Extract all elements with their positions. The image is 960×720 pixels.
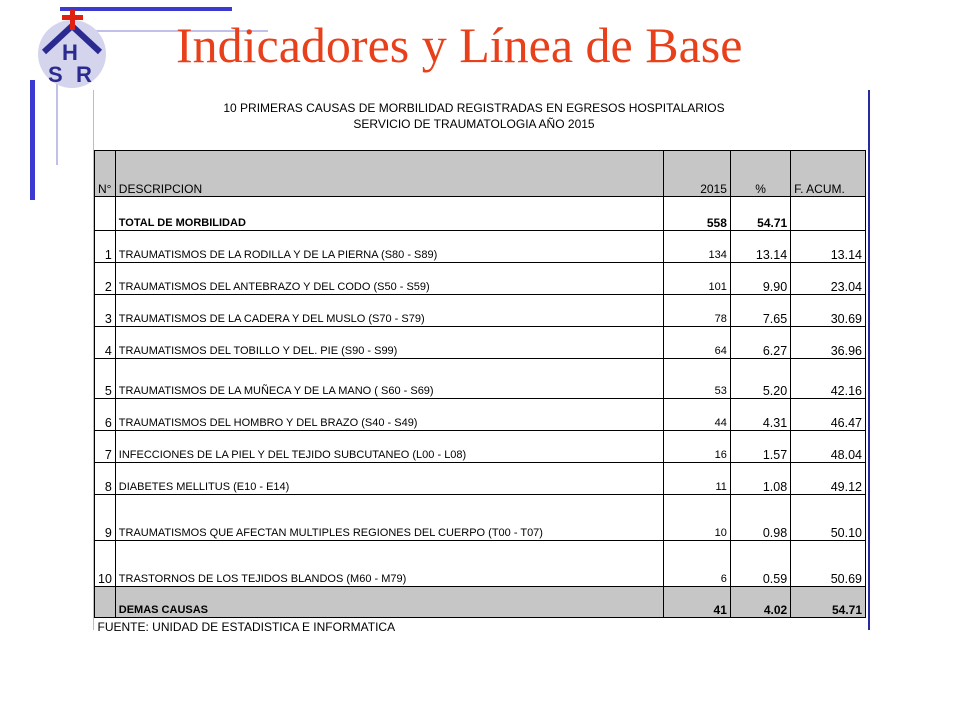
- row-value: 16: [664, 431, 731, 463]
- demas-row: [95, 587, 866, 618]
- row-value: 11: [664, 463, 731, 495]
- total-row: [95, 197, 866, 231]
- table-row: [95, 231, 866, 263]
- total-value: 558: [664, 197, 731, 231]
- row-acum: 13.14: [791, 231, 866, 263]
- row-pct: 13.14: [730, 231, 790, 263]
- row-pct: 0.59: [730, 541, 790, 587]
- table-row: [95, 463, 866, 495]
- row-acum: 49.12: [791, 463, 866, 495]
- row-acum: 30.69: [791, 295, 866, 327]
- row-desc: TRAUMATISMOS DEL HOMBRO Y DEL BRAZO (S40 - S49): [115, 399, 664, 431]
- row-value: 53: [664, 359, 731, 399]
- header-year: 2015: [664, 151, 731, 197]
- row-pct: 7.65: [730, 295, 790, 327]
- row-value: 44: [664, 399, 731, 431]
- table-row: [95, 541, 866, 587]
- row-desc: TRAUMATISMOS DE LA MUÑECA Y DE LA MANO ( S60 - S69): [115, 359, 664, 399]
- header-n: N°: [95, 151, 116, 197]
- total-label: TOTAL DE MORBILIDAD: [115, 197, 664, 231]
- morbidity-table: [94, 150, 866, 636]
- row-acum: 50.10: [791, 495, 866, 541]
- row-n: 7: [95, 431, 116, 463]
- row-n: 2: [95, 263, 116, 295]
- header-pct: %: [730, 151, 790, 197]
- row-value: 10: [664, 495, 731, 541]
- row-desc: DIABETES MELLITUS (E10 - E14): [115, 463, 664, 495]
- table-row: [95, 399, 866, 431]
- table-header-row: [95, 151, 866, 197]
- row-value: 64: [664, 327, 731, 359]
- row-acum: 48.04: [791, 431, 866, 463]
- row-n: 5: [95, 359, 116, 399]
- fuente-row: [95, 618, 866, 637]
- row-n: 6: [95, 399, 116, 431]
- hospital-logo: [30, 8, 112, 90]
- row-acum: 42.16: [791, 359, 866, 399]
- row-acum: 46.47: [791, 399, 866, 431]
- logo-letter-r: R: [76, 62, 92, 87]
- row-n: 10: [95, 541, 116, 587]
- row-pct: 5.20: [730, 359, 790, 399]
- row-desc: TRAUMATISMOS DE LA CADERA Y DEL MUSLO (S70 - S79): [115, 295, 664, 327]
- decor-bar-left: [30, 80, 35, 200]
- row-n: 8: [95, 463, 116, 495]
- row-n: 9: [95, 495, 116, 541]
- sheet-heading-line1: 10 PRIMERAS CAUSAS DE MORBILIDAD REGISTRADAS EN EGRESOS HOSPITALARIOS: [223, 101, 725, 115]
- row-acum: 50.69: [791, 541, 866, 587]
- row-value: 134: [664, 231, 731, 263]
- slide-title: Indicadores y Línea de Base: [176, 17, 743, 73]
- table-row: [95, 295, 866, 327]
- row-desc: TRAUMATISMOS DEL ANTEBRAZO Y DEL CODO (S50 - S59): [115, 263, 664, 295]
- sheet-heading: [94, 100, 854, 132]
- row-n: 1: [95, 231, 116, 263]
- row-desc: TRAUMATISMOS DEL TOBILLO Y DEL. PIE (S90 - S99): [115, 327, 664, 359]
- table-row: [95, 495, 866, 541]
- row-pct: 9.90: [730, 263, 790, 295]
- demas-n: [95, 587, 116, 618]
- table-row: [95, 359, 866, 399]
- row-acum: 36.96: [791, 327, 866, 359]
- total-acum: [791, 197, 866, 231]
- row-pct: 1.57: [730, 431, 790, 463]
- sheet-heading-line2: SERVICIO DE TRAUMATOLOGIA AÑO 2015: [353, 117, 595, 131]
- logo-letter-h: H: [62, 40, 78, 65]
- header-descripcion: DESCRIPCION: [115, 151, 664, 197]
- demas-label: DEMAS CAUSAS: [115, 587, 664, 618]
- row-value: 78: [664, 295, 731, 327]
- total-pct: 54.71: [730, 197, 790, 231]
- row-desc: INFECCIONES DE LA PIEL Y DEL TEJIDO SUBCUTANEO (L00 - L08): [115, 431, 664, 463]
- demas-acum: 54.71: [791, 587, 866, 618]
- row-pct: 6.27: [730, 327, 790, 359]
- row-value: 101: [664, 263, 731, 295]
- row-pct: 1.08: [730, 463, 790, 495]
- morbidity-spreadsheet: [93, 90, 870, 634]
- row-desc: TRASTORNOS DE LOS TEJIDOS BLANDOS (M60 - M79): [115, 541, 664, 587]
- total-n: [95, 197, 116, 231]
- table-row: [95, 327, 866, 359]
- demas-pct: 4.02: [730, 587, 790, 618]
- table-row: [95, 263, 866, 295]
- row-desc: TRAUMATISMOS QUE AFECTAN MULTIPLES REGIONES DEL CUERPO (T00 - T07): [115, 495, 664, 541]
- row-value: 6: [664, 541, 731, 587]
- row-pct: 0.98: [730, 495, 790, 541]
- header-acum: F. ACUM.: [791, 151, 866, 197]
- logo-letter-s: S: [48, 62, 63, 87]
- fuente-text: FUENTE: UNIDAD DE ESTADISTICA E INFORMATICA: [95, 618, 866, 637]
- row-n: 4: [95, 327, 116, 359]
- row-n: 3: [95, 295, 116, 327]
- demas-value: 41: [664, 587, 731, 618]
- row-pct: 4.31: [730, 399, 790, 431]
- row-desc: TRAUMATISMOS DE LA RODILLA Y DE LA PIERNA (S80 - S89): [115, 231, 664, 263]
- table-row: [95, 431, 866, 463]
- row-acum: 23.04: [791, 263, 866, 295]
